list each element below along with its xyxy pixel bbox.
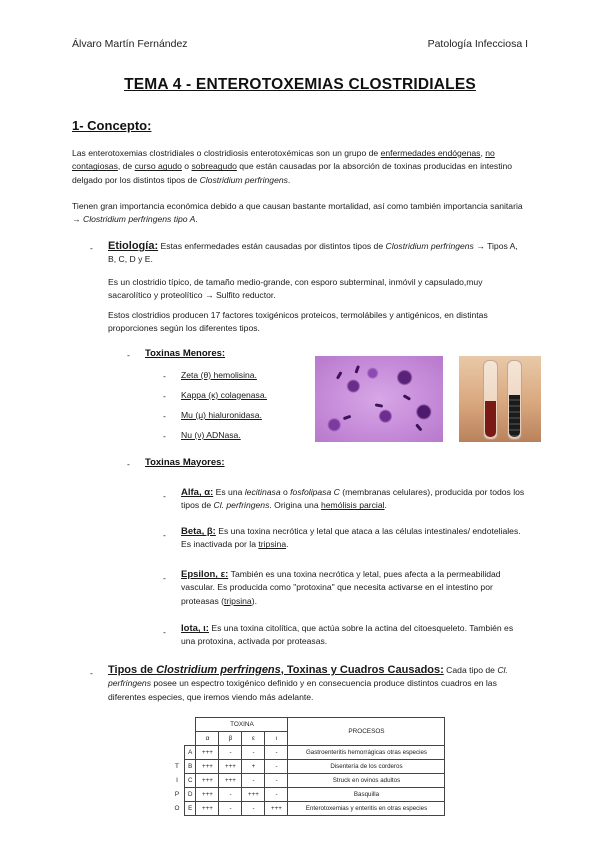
value-cell: -: [265, 774, 288, 788]
proceso-cell: Disentería de los corderos: [288, 760, 445, 774]
toxina-epsilon-name: Epsilon, ε:: [181, 569, 229, 580]
bullet-dash: -: [90, 243, 93, 253]
bullet-dash: -: [163, 530, 166, 540]
text: posee un espectro toxigénico definido y en consecuencia produce distintos cuadros en las diferentes especies, que iremos viendo más adelante.: [108, 678, 497, 702]
etiologia-paragraph: [108, 240, 528, 267]
value-cell: -: [242, 774, 265, 788]
culture-tubes-image: [459, 356, 541, 442]
tipo-cell: B: [185, 760, 196, 774]
toxina-mu-text: Mu (μ) hialuronidasa.: [181, 410, 262, 420]
term-sobreagudo: sobreagudo: [191, 161, 237, 172]
text: Cada tipo de: [443, 665, 498, 675]
tube-black-medium: [509, 395, 520, 437]
toxina-iota: [181, 622, 526, 649]
toxina-nu: Nu (ν) ADNasa.: [181, 430, 241, 440]
tipo-cell: D: [185, 788, 196, 802]
toxina-beta-name: Beta, β:: [181, 526, 216, 537]
text: .: [384, 500, 387, 511]
bullet-dash: -: [127, 459, 130, 469]
proceso-cell: Basquilla: [288, 788, 445, 802]
bullet-dash: -: [163, 627, 166, 637]
term-tripsina: tripsina: [224, 595, 252, 606]
tipo-letter: P: [174, 791, 180, 798]
text: También es una toxina necrótica y letal, pues afecta a la permeabilidad vascular. Es producida como "protoxina" que necesita activarse en el intestino por proteasas (: [181, 569, 501, 606]
tube-right: [507, 360, 522, 440]
toxina-alfa: [181, 486, 526, 513]
micrograph-image: [315, 356, 443, 442]
text: o: [181, 161, 192, 172]
text: ).: [251, 595, 257, 606]
value-cell: +++: [196, 802, 219, 816]
text: que están causadas por la absorción de toxinas producidas en intestino delgado por los distintos tipos de: [72, 161, 513, 185]
value-cell: -: [219, 746, 242, 760]
text: o: [280, 487, 291, 497]
toxina-epsilon: [181, 568, 526, 608]
col-epsilon: ε: [242, 732, 265, 746]
value-cell: +++: [196, 788, 219, 802]
tipos-label: [108, 664, 444, 676]
toxin-table: [170, 717, 445, 816]
col-alfa: α: [196, 732, 219, 746]
value-cell: +++: [219, 774, 242, 788]
text: , Toxinas y Cuadros Causados:: [280, 664, 444, 676]
text: Tienen gran importancia económica debido a que causan bastante mortalidad, así como también importancia sanitaria →: [72, 201, 523, 225]
text: Estas enfermedades están causadas por distintos tipos de: [158, 241, 386, 251]
proceso-cell: Enterotoxemias y enteritis en otras especies: [288, 802, 445, 816]
bullet-dash: -: [163, 573, 166, 583]
text: lecitinasa: [244, 487, 281, 497]
term-endogenas: enfermedades endógenas: [380, 148, 481, 158]
toxina-header: TOXINA: [196, 718, 288, 732]
value-cell: +++: [242, 788, 265, 802]
toxin-table-wrapper: [170, 717, 445, 816]
header-subject: Patología Infecciosa I: [427, 38, 528, 50]
text: Es una: [213, 487, 245, 497]
text: Tipos de: [108, 664, 157, 676]
tipos-paragraph: [108, 664, 528, 704]
table-row: [170, 746, 445, 760]
etiologia-label: Etiología:: [108, 240, 159, 252]
text: Las enterotoxemias clostridiales o clostridiosis enterotoxémicas son un grupo de: [72, 148, 381, 158]
text: fosfolipasa C: [290, 487, 340, 497]
term-curso-agudo: curso agudo: [134, 161, 182, 172]
bullet-dash: -: [90, 668, 93, 678]
toxina-beta: [181, 525, 526, 552]
table-corner: [170, 718, 185, 746]
tipo-letter: O: [174, 805, 180, 812]
table-row: [170, 788, 445, 802]
bullet-dash: -: [127, 350, 130, 360]
bacillus-shape: [415, 423, 422, 431]
organism-name: Clostridium perfringens: [156, 664, 281, 676]
etiologia-factors: Estos clostridios producen 17 factores toxigénicos proteicos, termolábiles y antigénicos, en distintas proporciones según los diferentes tipos.: [108, 310, 488, 334]
bacillus-shape: [403, 394, 411, 400]
text: .: [286, 539, 289, 550]
toxina-mu: [181, 409, 262, 422]
tipo-letter: I: [176, 777, 178, 784]
toxinas-menores-label: Toxinas Menores:: [145, 348, 226, 359]
value-cell: -: [265, 746, 288, 760]
tube-red-medium: [485, 401, 496, 437]
bullet-dash: -: [163, 411, 166, 421]
value-cell: +++: [265, 802, 288, 816]
tube-left: [483, 360, 498, 440]
organism-name: Clostridium perfringens: [199, 174, 288, 185]
term-hemolisis: hemólisis parcial: [320, 500, 385, 511]
organism-name: Clostridium perfringens tipo A: [82, 214, 196, 225]
bacillus-shape: [354, 365, 359, 373]
table-header-row: [170, 718, 445, 732]
organism-name: Cl. perfringens: [213, 500, 270, 511]
tipo-cell: C: [185, 774, 196, 788]
text: Es una toxina citolítica, que actúa sobre la actina del citoesqueleto. También es una protoxina, activada por proteasas.: [181, 623, 514, 647]
procesos-header: PROCESOS: [288, 718, 445, 746]
section-heading: 1- Concepto:: [72, 118, 152, 133]
intro-paragraph-2: [72, 200, 527, 227]
tipo-cell: A: [185, 746, 196, 760]
toxina-kappa: Kappa (κ) colagenasa.: [181, 390, 267, 400]
col-beta: β: [219, 732, 242, 746]
organism-name: Clostridium perfringens: [385, 241, 474, 251]
term-no-contagiosas: no contagiosas: [72, 148, 495, 172]
bullet-dash: -: [163, 391, 166, 401]
bacillus-shape: [343, 415, 351, 420]
text: .: [287, 174, 291, 185]
bacillus-shape: [375, 403, 383, 407]
text: (membranas celulares), producida por todos los tipos de: [181, 487, 525, 511]
value-cell: -: [242, 802, 265, 816]
tipo-cell: E: [185, 802, 196, 816]
toxina-iota-name: Iota, ι:: [181, 623, 209, 634]
text: .: [195, 214, 198, 225]
value-cell: -: [219, 788, 242, 802]
tipo-letter: [170, 746, 185, 760]
intro-paragraph-1: [72, 147, 527, 187]
text: , de: [117, 161, 135, 172]
proceso-cell: Gastroenteritis hemorrágicas otras especies: [288, 746, 445, 760]
value-cell: -: [265, 760, 288, 774]
value-cell: +++: [196, 760, 219, 774]
bacillus-shape: [336, 371, 342, 379]
table-row: [170, 802, 445, 816]
bullet-dash: -: [163, 371, 166, 381]
proceso-cell: Struck en ovinos adultos: [288, 774, 445, 788]
value-cell: -: [219, 802, 242, 816]
table-corner: [185, 718, 196, 746]
bullet-dash: -: [163, 431, 166, 441]
tipo-letter: T: [175, 763, 179, 770]
text: → Tipos A, B, C, D y E.: [108, 241, 518, 265]
page-title: TEMA 4 - ENTEROTOXEMIAS CLOSTRIDIALES: [124, 76, 476, 93]
text: Es una toxina necrótica y letal que ataca a las células intestinales/ endoteliales. Es inactivada por la: [181, 526, 521, 550]
value-cell: -: [265, 788, 288, 802]
table-row: [170, 774, 445, 788]
term-tripsina: tripsina: [258, 539, 287, 550]
col-iota: ι: [265, 732, 288, 746]
value-cell: +++: [219, 760, 242, 774]
bullet-dash: -: [163, 491, 166, 501]
toxina-alfa-name: Alfa, α:: [181, 487, 214, 498]
toxinas-mayores-label: Toxinas Mayores:: [145, 457, 225, 468]
table-row: [170, 760, 445, 774]
value-cell: +++: [196, 746, 219, 760]
etiologia-description: Es un clostridio típico, de tamaño medio-grande, con esporo subterminal, inmóvil y capsulado,muy sacarolítico y proteolítico → Sulfito reductor.: [108, 277, 483, 301]
toxina-zeta: Zeta (θ) hemolisina.: [181, 370, 257, 380]
organism-name: Cl. perfringens: [108, 665, 508, 689]
text: ,: [480, 148, 486, 158]
value-cell: +++: [196, 774, 219, 788]
value-cell: +: [242, 760, 265, 774]
text: . Origina una: [269, 500, 321, 511]
header-author: Álvaro Martín Fernández: [72, 38, 188, 50]
value-cell: -: [242, 746, 265, 760]
